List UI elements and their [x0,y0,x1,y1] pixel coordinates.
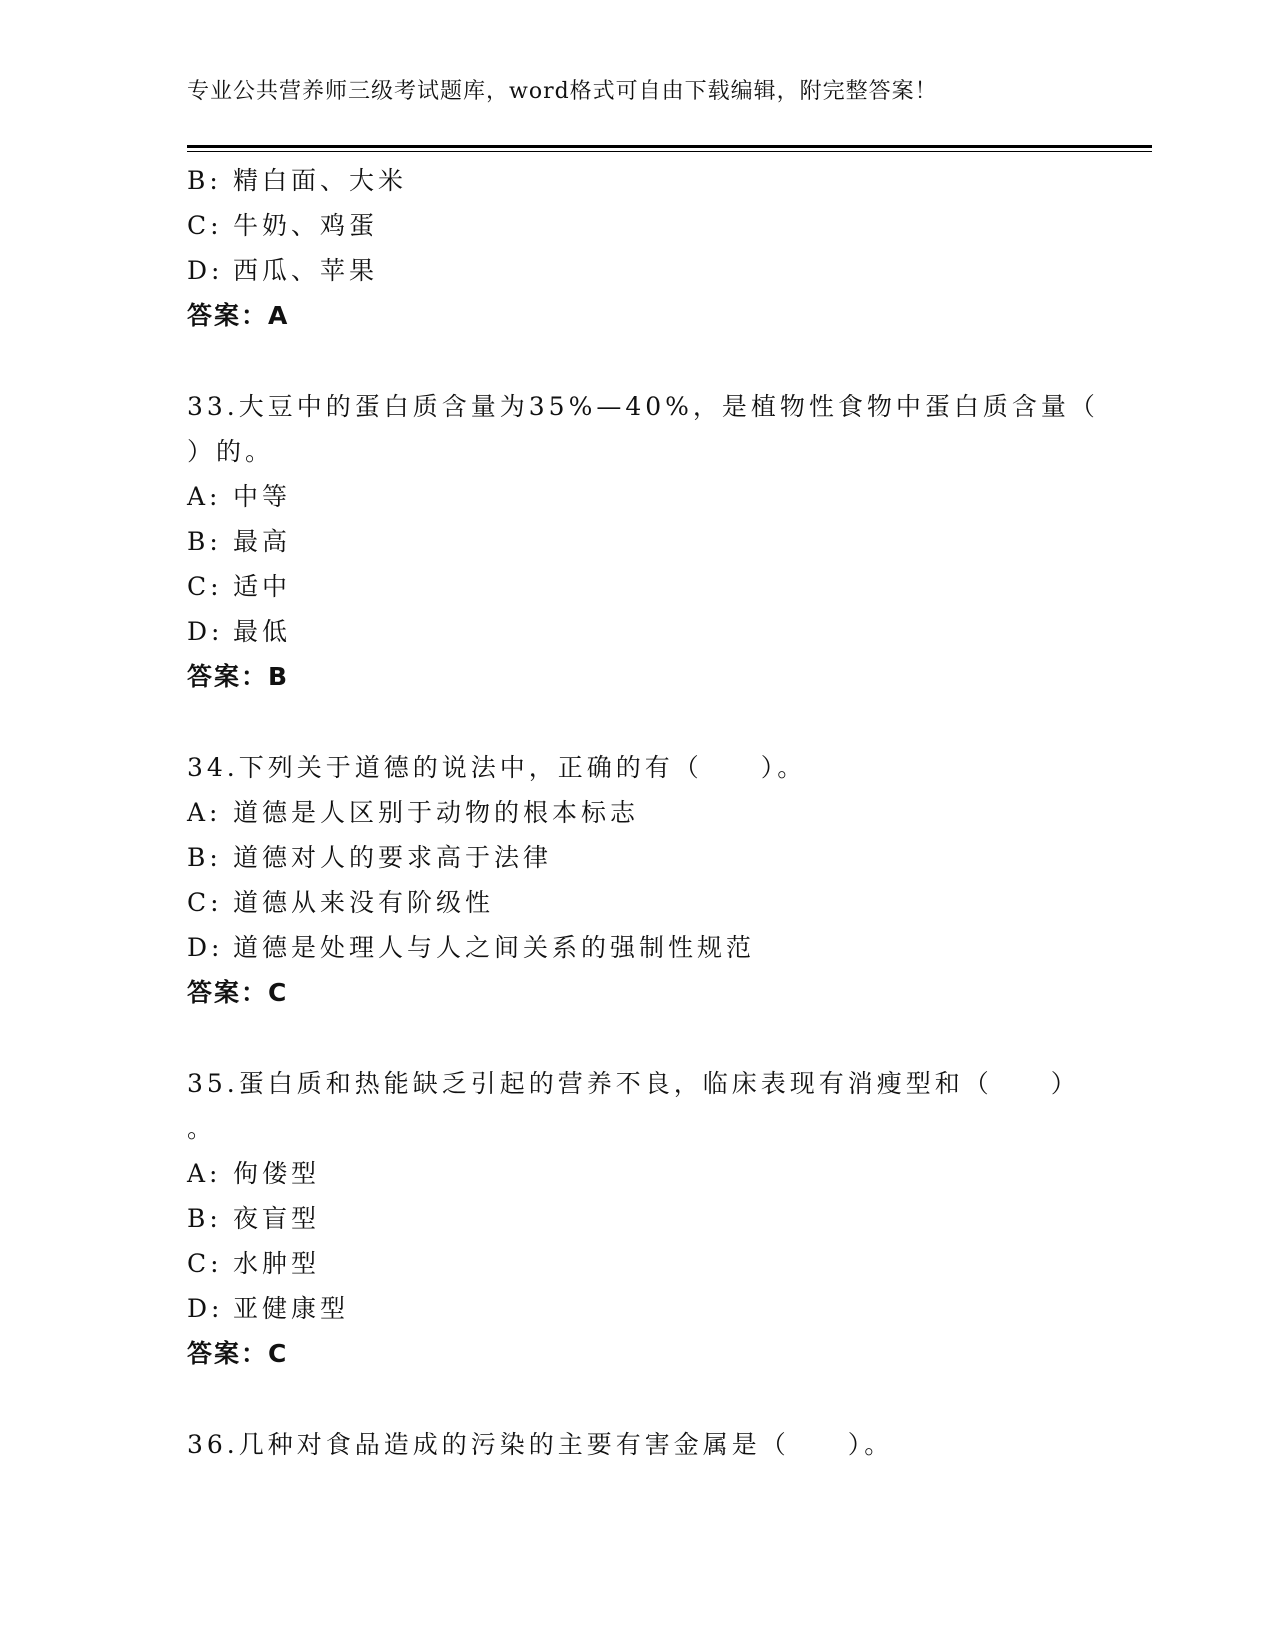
option-label: D: [187,617,224,646]
option-b [187,519,1087,564]
option-text: 夜盲型 [233,1204,321,1233]
header-rule-thick [187,145,1152,148]
question-gap [187,1015,1087,1061]
option-label: A: [187,1159,222,1188]
option-c [187,1241,1087,1286]
option-text: 佝偻型 [233,1159,321,1188]
option-text: 道德对人的要求高于法律 [233,843,553,872]
option-text: 西瓜、苹果 [233,256,379,285]
option-label: B: [187,1204,222,1233]
option-text: 亚健康型 [233,1294,350,1323]
option-d [187,1286,1087,1331]
option-label: C: [187,1249,223,1278]
header-rule-thin [187,151,1152,152]
option-d [187,248,1087,293]
option-label: C: [187,888,223,917]
option-b [187,158,1087,203]
question-stem-continued: ）的。 [187,437,275,466]
option-a [187,474,1087,519]
question-gap [187,1376,1087,1422]
option-label: B: [187,166,222,195]
option-text: 道德是处理人与人之间关系的强制性规范 [233,933,756,962]
question-stem: 36.几种对食品造成的污染的主要有害金属是（ ）。 [187,1430,894,1459]
option-text: 道德是人区别于动物的根本标志 [233,798,640,827]
option-label: C: [187,572,223,601]
option-d [187,925,1087,970]
question-stem-continued: 。 [187,1114,217,1143]
option-text: 水肿型 [233,1249,321,1278]
answer-line: 答案：A [187,301,290,330]
option-label: A: [187,482,222,511]
option-text: 最低 [233,617,292,646]
option-c [187,203,1087,248]
question-content [187,158,1099,1467]
option-text: 精白面、大米 [233,166,408,195]
option-text: 道德从来没有阶级性 [233,888,495,917]
option-label: D: [187,256,224,285]
page-header: 专业公共营养师三级考试题库，word格式可自由下载编辑，附完整答案！ [187,79,938,104]
option-text: 牛奶、鸡蛋 [233,211,379,240]
option-text: 适中 [233,572,292,601]
option-b [187,835,1087,880]
option-a [187,1151,1087,1196]
option-label: C: [187,211,223,240]
question-stem: 34.下列关于道德的说法中，正确的有（ ）。 [187,753,807,782]
question-gap [187,699,1087,745]
option-label: D: [187,933,224,962]
answer-line: 答案：C [187,978,289,1007]
option-text: 最高 [233,527,292,556]
option-b [187,1196,1087,1241]
option-c [187,880,1087,925]
answer-line: 答案：B [187,662,290,691]
answer-line: 答案：C [187,1339,289,1368]
option-a [187,790,1087,835]
option-label: B: [187,843,222,872]
option-d [187,609,1087,654]
question-stem: 33.大豆中的蛋白质含量为35%—40%，是植物性食物中蛋白质含量（ [187,392,1099,421]
question-stem: 35.蛋白质和热能缺乏引起的营养不良，临床表现有消瘦型和（ ） [187,1069,1080,1098]
option-c [187,564,1087,609]
question-gap [187,338,1087,384]
option-label: B: [187,527,222,556]
option-label: A: [187,798,222,827]
option-text: 中等 [233,482,292,511]
option-label: D: [187,1294,224,1323]
